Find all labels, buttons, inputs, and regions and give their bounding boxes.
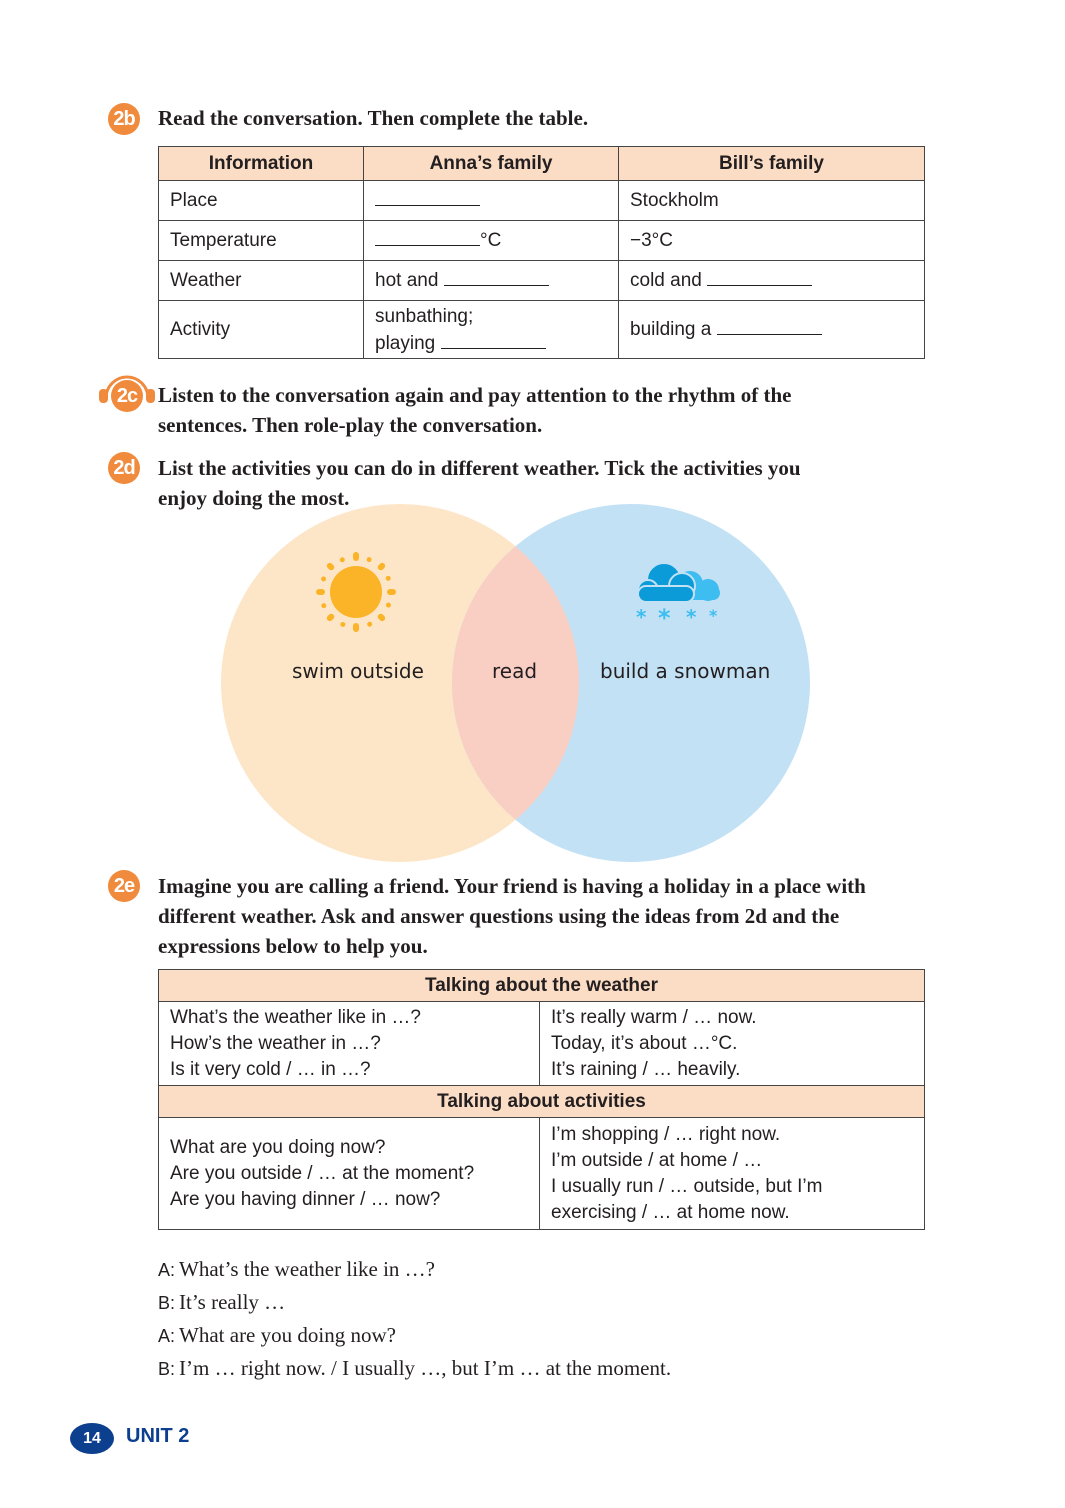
speaker-label: B: (158, 1359, 176, 1379)
bill-temperature-cell: −3°C (619, 221, 925, 261)
instruction-line: Listen to the conversation again and pay attention to the rhythm of the (158, 383, 792, 407)
expression: I’m outside / at home / … (551, 1149, 763, 1171)
row-label: Place (159, 181, 364, 221)
row-label: Weather (159, 261, 364, 301)
dialogue-line (158, 1253, 671, 1286)
expression: Is it very cold / … in …? (170, 1058, 371, 1080)
expression: I’m shopping / … right now. (551, 1123, 781, 1145)
venn-label-cold: build a snowman (600, 659, 771, 683)
speaker-label: A: (158, 1326, 176, 1346)
dialogue-line (158, 1286, 671, 1319)
cell-text: hot and (375, 270, 439, 291)
dialogue-text: What’s the weather like in …? (179, 1257, 436, 1281)
expression: It’s raining / … heavily. (551, 1058, 741, 1080)
expression: Are you having dinner / … now? (170, 1188, 441, 1210)
weather-questions-cell (159, 1002, 540, 1086)
weather-answers-cell (540, 1002, 925, 1086)
instruction-line: enjoy doing the most. (158, 486, 350, 510)
header-anna-family: Anna’s family (364, 147, 619, 181)
expression: How’s the weather in …? (170, 1032, 381, 1054)
cell-text: sunbathing; (375, 305, 474, 327)
expression: What’s the weather like in …? (170, 1006, 421, 1028)
exercise-badge-2e: 2e (108, 870, 140, 902)
venn-label-both: read (492, 659, 538, 683)
bill-place-cell: Stockholm (619, 181, 925, 221)
activities-answers-cell (540, 1118, 925, 1230)
dialogue-text: It’s really … (179, 1290, 286, 1314)
row-label: Temperature (159, 221, 364, 261)
svg-text:*: * (709, 606, 718, 625)
dialogue-text: I’m … right now. / I usually …, but I’m … at the moment. (179, 1356, 672, 1380)
expressions-table (158, 969, 925, 1230)
dialogue-line (158, 1352, 671, 1385)
instruction-line: Imagine you are calling a friend. Your friend is having a holiday in a place with (158, 874, 866, 898)
expression: exercising / … at home now. (551, 1201, 790, 1223)
header-bill-family: Bill’s family (619, 147, 925, 181)
instruction-line: different weather. Ask and answer questions using the ideas from 2d and the (158, 904, 840, 928)
svg-text:*: * (658, 604, 671, 632)
instruction-line: sentences. Then role-play the conversation. (158, 413, 543, 437)
dialogue-text: What are you doing now? (179, 1323, 396, 1347)
exercise-badge-2b: 2b (108, 103, 140, 135)
venn-label-hot: swim outside (292, 659, 424, 683)
svg-text:*: * (636, 605, 647, 629)
cell-text: building a (630, 319, 712, 340)
model-dialogue (158, 1253, 671, 1385)
cell-text: playing (375, 332, 436, 354)
exercise-2b-instruction: Read the conversation. Then complete the table. (158, 106, 589, 130)
cell-text: cold and (630, 270, 702, 291)
exercise-2e-instruction (158, 871, 928, 961)
unit-text: °C (480, 230, 502, 251)
dialogue-line (158, 1319, 671, 1352)
exercise-badge-2c: 2c (116, 385, 138, 407)
expression: I usually run / … outside, but I’m (551, 1175, 823, 1197)
header-information: Information (159, 147, 364, 181)
activities-expressions-header: Talking about activities (159, 1086, 925, 1118)
expression: Are you outside / … at the moment? (170, 1162, 475, 1184)
expression: What are you doing now? (170, 1136, 386, 1158)
activities-questions-cell (159, 1118, 540, 1230)
unit-label: UNIT 2 (126, 1425, 190, 1447)
instruction-line: expressions below to help you. (158, 934, 428, 958)
expression: It’s really warm / … now. (551, 1006, 757, 1028)
exercise-badge-2d: 2d (108, 452, 140, 484)
weather-expressions-header: Talking about the weather (159, 970, 925, 1002)
speaker-label: B: (158, 1293, 176, 1313)
row-label: Activity (159, 301, 364, 359)
speaker-label: A: (158, 1260, 176, 1280)
svg-text:*: * (686, 605, 697, 629)
page-number: 14 (70, 1423, 114, 1454)
instruction-line: List the activities you can do in different weather. Tick the activities you (158, 456, 801, 480)
expression: Today, it’s about …°C. (551, 1032, 738, 1054)
